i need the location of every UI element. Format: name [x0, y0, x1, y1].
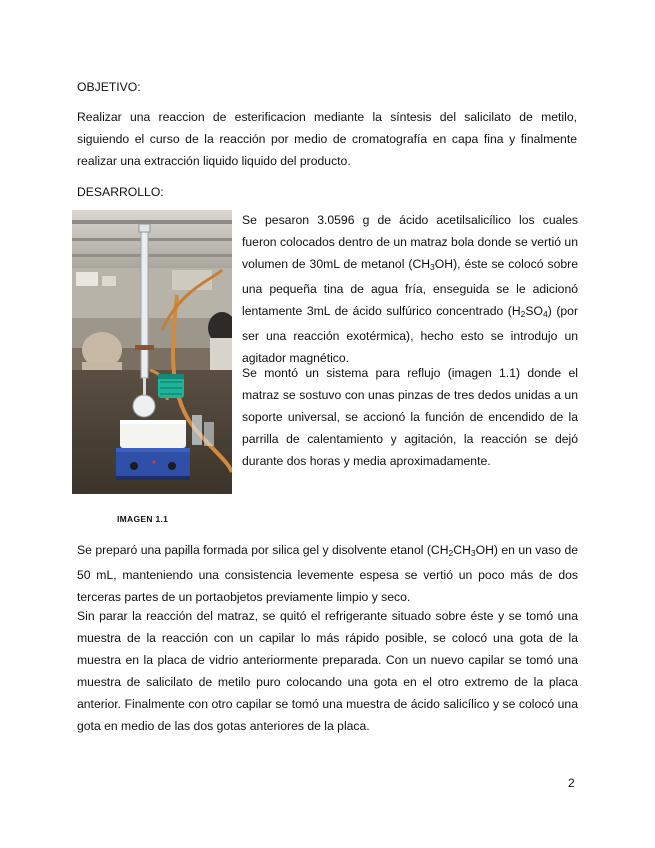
- objective-heading: OBJETIVO:: [77, 80, 141, 94]
- image-caption: IMAGEN 1.1: [117, 514, 169, 524]
- development-paragraph-3: Se preparó una papilla formada por silica gel y disolvente etanol $(CH_2CH_3OH)$ en un vaso de 50 mL, manteniendo una consistencia levemente espesa se vertió un poco más de dos terceras partes de un portaobjetos previamente limpio y seco.: [77, 543, 579, 604]
- page-number: 2: [568, 776, 575, 790]
- development-paragraph-4: Sin parar la reacción del matraz, se quitó el refrigerante situado sobre éste y se tomó una muestra de la reacción con un capilar lo más rápido posible, se colocó una gota de la muestra en la placa de vidrio anteriormente preparada. Con un nuevo capilar se tomó una muestra de salicilato de metilo puro colocando una gota en el otro extremo de la placa anterior. Finalmente con otro capilar se tomó una muestra de ácido salicílico y se colocó una gota en medio de las dos gotas anteriores de la placa.: [77, 609, 578, 733]
- development-paragraph-2: Se montó un sistema para reflujo (imagen 1.1) donde el matraz se sostuvo con unas pinzas de tres dedos unidas a un soporte universal, se accionó la función de encendido de la parrilla de calentamiento y agitación, la reacción se dejó durante dos horas y media aproximadamente.: [242, 366, 578, 468]
- reflux-apparatus-photo: [72, 210, 232, 494]
- development-paragraph-1: Se pesaron 3.0596 g de ácido acetilsalicílico los cuales fueron colocados dentro de un matraz bola donde se vertió un volumen de 30mL de metanol $(CH_3OH)$, éste se colocó sobre una pequeña tina de agua fría, enseguida se le adicionó lentamente 3mL de ácido sulfúrico concentrado $(H_2SO_4)$ (por ser una reacción exotérmica), hecho esto se introdujo un agitador magnético.: [242, 213, 578, 365]
- development-heading: DESARROLLO:: [77, 185, 164, 199]
- objective-text: Realizar una reaccion de esterificacion mediante la síntesis del salicilato de metilo, siguiendo el curso de la reacción por medio de cromatografía en capa fina y finalmente realizar una extracción liquido liquido del producto.: [77, 110, 577, 168]
